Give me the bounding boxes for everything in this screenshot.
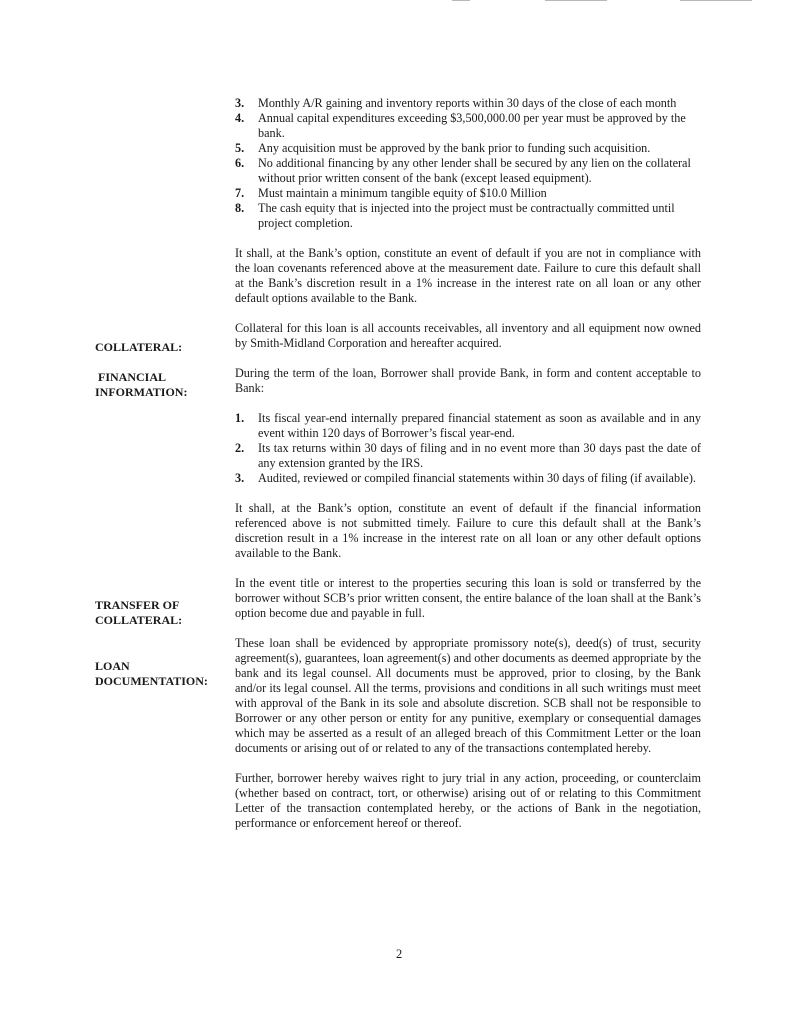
label-loan-documentation (95, 659, 225, 689)
label-transfer-line2: COLLATERAL: (95, 613, 183, 627)
list-number: 8. (235, 201, 245, 215)
label-financial-information (95, 370, 225, 400)
list-item (235, 156, 701, 186)
list-number: 6. (235, 156, 245, 170)
financial-intro-paragraph: During the term of the loan, Borrower shall provide Bank, in form and content acceptable to Bank: (235, 366, 701, 395)
list-number: 3. (235, 471, 245, 485)
transfer-paragraph: In the event title or interest to the properties securing this loan is sold or transferred by the borrower without SCB’s prior written consent, the entire balance of the loan shall at the Bank’s option become due and payable in full. (235, 576, 701, 620)
financial-default-paragraph: It shall, at the Bank’s option, constitute an event of default if the financial information referenced above is not submitted timely. Failure to cure this default shall at the Bank’s discretion result in a 1% increase in the interest rate on all loan or any other default options available to the Bank. (235, 501, 701, 560)
covenants-list (235, 96, 701, 231)
list-text: Annual capital expenditures exceeding $3,500,000.00 per year must be approved by the bank. (258, 111, 686, 140)
list-item (235, 96, 701, 111)
list-text: No additional financing by any other lender shall be secured by any lien on the collateral without prior written consent of the bank (except leased equipment). (258, 156, 691, 185)
label-transfer-of-collateral (95, 598, 225, 628)
list-number: 5. (235, 141, 245, 155)
list-text: Its tax returns within 30 days of filing and in no event more than 30 days past the date of any extension granted by the IRS. (258, 441, 701, 470)
financial-items-list (235, 411, 701, 486)
jury-waiver-paragraph: Further, borrower hereby waives right to jury trial in any action, proceeding, or counterclaim (whether based on contract, tort, or otherwise) arising out of or relating to this Commitment Letter of the transaction contemplated hereby, or the actions of Bank in the negotiation, performance or enforcement hereof or thereof. (235, 771, 701, 830)
list-number: 1. (235, 411, 245, 425)
list-text: Must maintain a minimum tangible equity of $10.0 Million (258, 186, 547, 200)
scan-artifact-line (545, 0, 607, 1)
label-loan-line1: LOAN (95, 659, 130, 673)
label-collateral-text: COLLATERAL: (95, 340, 183, 354)
page-number: 2 (396, 947, 403, 961)
document-body (235, 96, 701, 831)
list-item (235, 186, 701, 201)
list-item (235, 111, 701, 141)
list-text: The cash equity that is injected into the project must be contractually committed until project completion. (258, 201, 675, 230)
label-transfer-line1: TRANSFER OF (95, 598, 180, 612)
collateral-paragraph: Collateral for this loan is all accounts receivables, all inventory and all equipment now owned by Smith-Midland Corporation and hereafter acquired. (235, 321, 701, 350)
list-number: 3. (235, 96, 245, 110)
list-text: Audited, reviewed or compiled financial statements within 30 days of filing (if available). (258, 471, 696, 485)
covenant-default-paragraph: It shall, at the Bank’s option, constitute an event of default if you are not in compliance with the loan covenants referenced above at the measurement date. Failure to cure this default shall at the Bank’s discretion result in a 1% increase in the interest rate on all loan or any other default options available to the Bank. (235, 246, 701, 305)
list-text: Its fiscal year-end internally prepared financial statement as soon as available and in any event within 120 days of Borrower’s fiscal year-end. (258, 411, 701, 440)
list-item (235, 201, 701, 231)
scan-artifact-line (680, 0, 752, 1)
label-financial-line2: INFORMATION: (95, 385, 188, 399)
list-item (235, 411, 701, 441)
list-number: 2. (235, 441, 245, 455)
list-text: Any acquisition must be approved by the bank prior to funding such acquisition. (258, 141, 651, 155)
list-number: 7. (235, 186, 245, 200)
list-text: Monthly A/R gaining and inventory reports within 30 days of the close of each month (258, 96, 677, 110)
list-item (235, 441, 701, 471)
list-number: 4. (235, 111, 245, 125)
scan-artifact-line (452, 0, 470, 1)
loan-documentation-paragraph: These loan shall be evidenced by appropriate promissory note(s), deed(s) of trust, security agreement(s), guarantees, loan agreement(s) and other documents as deemed appropriate by the bank and its legal counsel. All documents must be approved, prior to closing, by the Bank and/or its legal counsel. All the terms, provisions and conditions in all such writings must meet with approval of the Bank in its sole and absolute discretion. SCB shall not be responsible to Borrower or any other person or entity for any punitive, exemplary or consequential damages which may be asserted as a result of an alleged breach of this Commitment Letter or the loan documents or arising out of or related to any of the transactions contemplated hereby. (235, 636, 701, 755)
label-financial-line1: FINANCIAL (98, 370, 167, 384)
list-item (235, 471, 701, 486)
label-collateral (95, 340, 225, 355)
list-item (235, 141, 701, 156)
label-loan-line2: DOCUMENTATION: (95, 674, 208, 688)
